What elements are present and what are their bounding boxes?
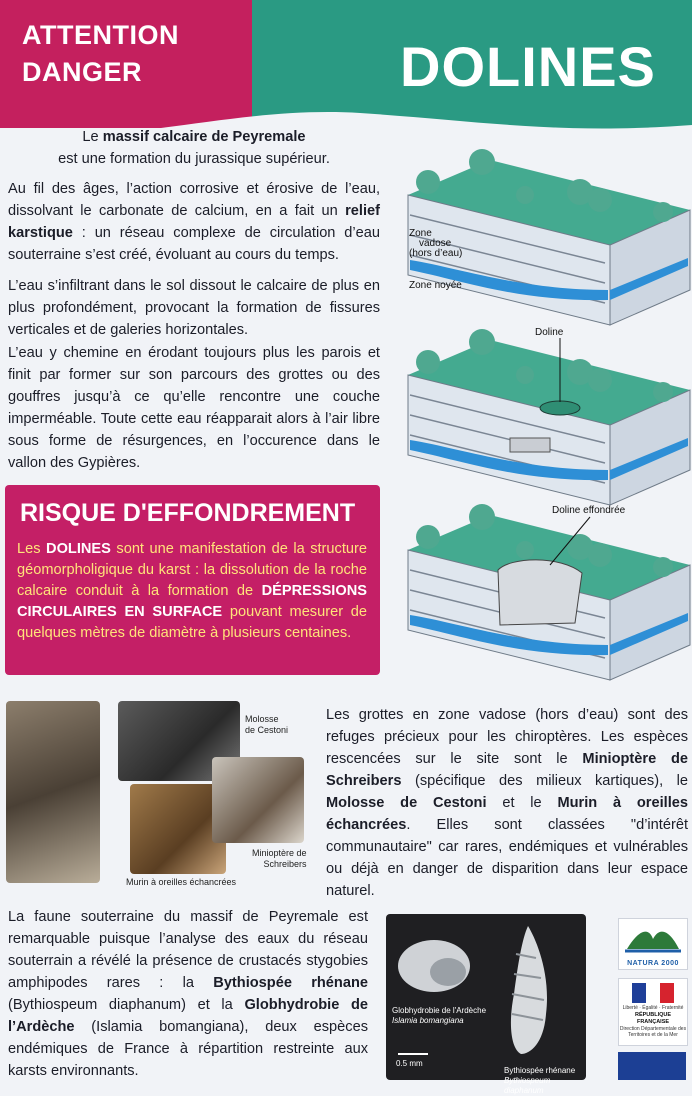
shells-panel	[386, 914, 586, 1095]
label-zone-vadose-1: Zone	[409, 228, 432, 239]
natura-2000-logo: NATURA 2000	[618, 918, 688, 970]
risk-title: RISQUE D'EFFONDREMENT	[20, 499, 356, 527]
page-title: DOLINES	[400, 35, 656, 98]
label-zone-vadose-3: (hors d’eau)	[409, 248, 463, 259]
risk-text: Les DOLINES sont une manifestation de la structure géomorpholigique du karst : la dissolution de la roche calcaire conduit à la formation de DÉPRESSIONS CIRCULAIRES EN SURFACE pouvant mesurer de quelques mètres de diamètre à plusieurs centaines.	[17, 541, 368, 641]
label-doline-effondree: Doline effondrée	[552, 505, 626, 516]
block-diagram-1	[408, 149, 690, 325]
shell-caption-2: Bythiospée rhénane Bythiospeum diaphanum	[504, 1066, 576, 1095]
doline-formation-diagram	[400, 140, 692, 680]
shell-caption-1: Globhydrobie de l'Ardèche Islamia bomangiana	[392, 1006, 487, 1025]
caption-murin: Murin à oreilles échancrées	[126, 877, 237, 887]
intro-paragraph-1: Au fil des âges, l’action corrosive et érosive de l’eau, dissolvant le carbonate de calcium, en a fait un relief karstique : un réseau complexe de circulation d’eau souterraine s’est créé, évoluant au cours du temps.	[8, 181, 380, 263]
warning-line-2: DANGER	[22, 57, 143, 87]
cave-wall-photo	[6, 701, 100, 883]
bats-paragraph: Les grottes en zone vadose (hors d’eau) sont des refuges précieux pour les chiroptères. Les espèces rescencées sur le site sont le Minioptère de Schreibers (spécifique des milieux kartiques), le Molosse de Cestoni et le Murin à oreilles échancrées. Elles sont classées "d’intérêt communautaire" car rares, endémiques et vulnérables ou déjà en danger de disparition dans leur espace naturel.	[326, 707, 688, 899]
block-diagram-3	[408, 504, 690, 680]
label-doline: Doline	[535, 327, 564, 338]
caption-molosse: Molosse de Cestoni	[245, 714, 289, 735]
fauna-paragraph: La faune souterraine du massif de Peyremale est remarquable puisque l’analyse des eaux du réseau souterrain a révélé la présence de crustacés stygobies amphipodes rares : la Bythiospée rhénane (Bythiospeum diaphanum) et la Globhydrobie de l’Ardèche (Islamia bomangiana), deux espèces endémiques de France à répartition restreinte aux karsts environnants.	[8, 909, 368, 1079]
eu-flag-logo	[618, 1052, 686, 1080]
intro-paragraph-3: L’eau y chemine en érodant toujours plus les parois et finit par former sur son parcours des grottes ou des gouffres jusqu’à ce qu’elle rencontre une couche imperméable. Toute cette eau réapparait alors à l’air libre sous forme de résurgences, en l’occurence dans le vallon des Gypières.	[8, 345, 380, 471]
intro-paragraph-2: L’eau s’infiltrant dans le sol dissout le calcaire de plus en plus profondément, provocant la formation de fissures verticales et de galeries horizontales.	[8, 278, 380, 338]
label-zone-noyee: Zone noyée	[409, 280, 462, 291]
shells-illustration	[386, 914, 586, 1080]
block-diagram-2	[408, 329, 690, 505]
warning-line-1: ATTENTION	[22, 20, 179, 50]
caption-minioptere: Minioptère de Schreibers	[252, 848, 307, 869]
republique-francaise-logo: Liberté · Égalité · Fraternité RÉPUBLIQUE FRANÇAISE Direction Départementale des Territoires et de la Mer	[618, 978, 688, 1046]
minioptere-photo	[212, 757, 304, 843]
risk-box	[5, 485, 380, 675]
label-zone-vadose-2: vadose	[419, 238, 452, 249]
intro-lead: Le massif calcaire de Peyremale est une formation du jurassique supérieur.	[58, 129, 330, 167]
scale-bar-label: 0.5 mm	[396, 1059, 423, 1068]
